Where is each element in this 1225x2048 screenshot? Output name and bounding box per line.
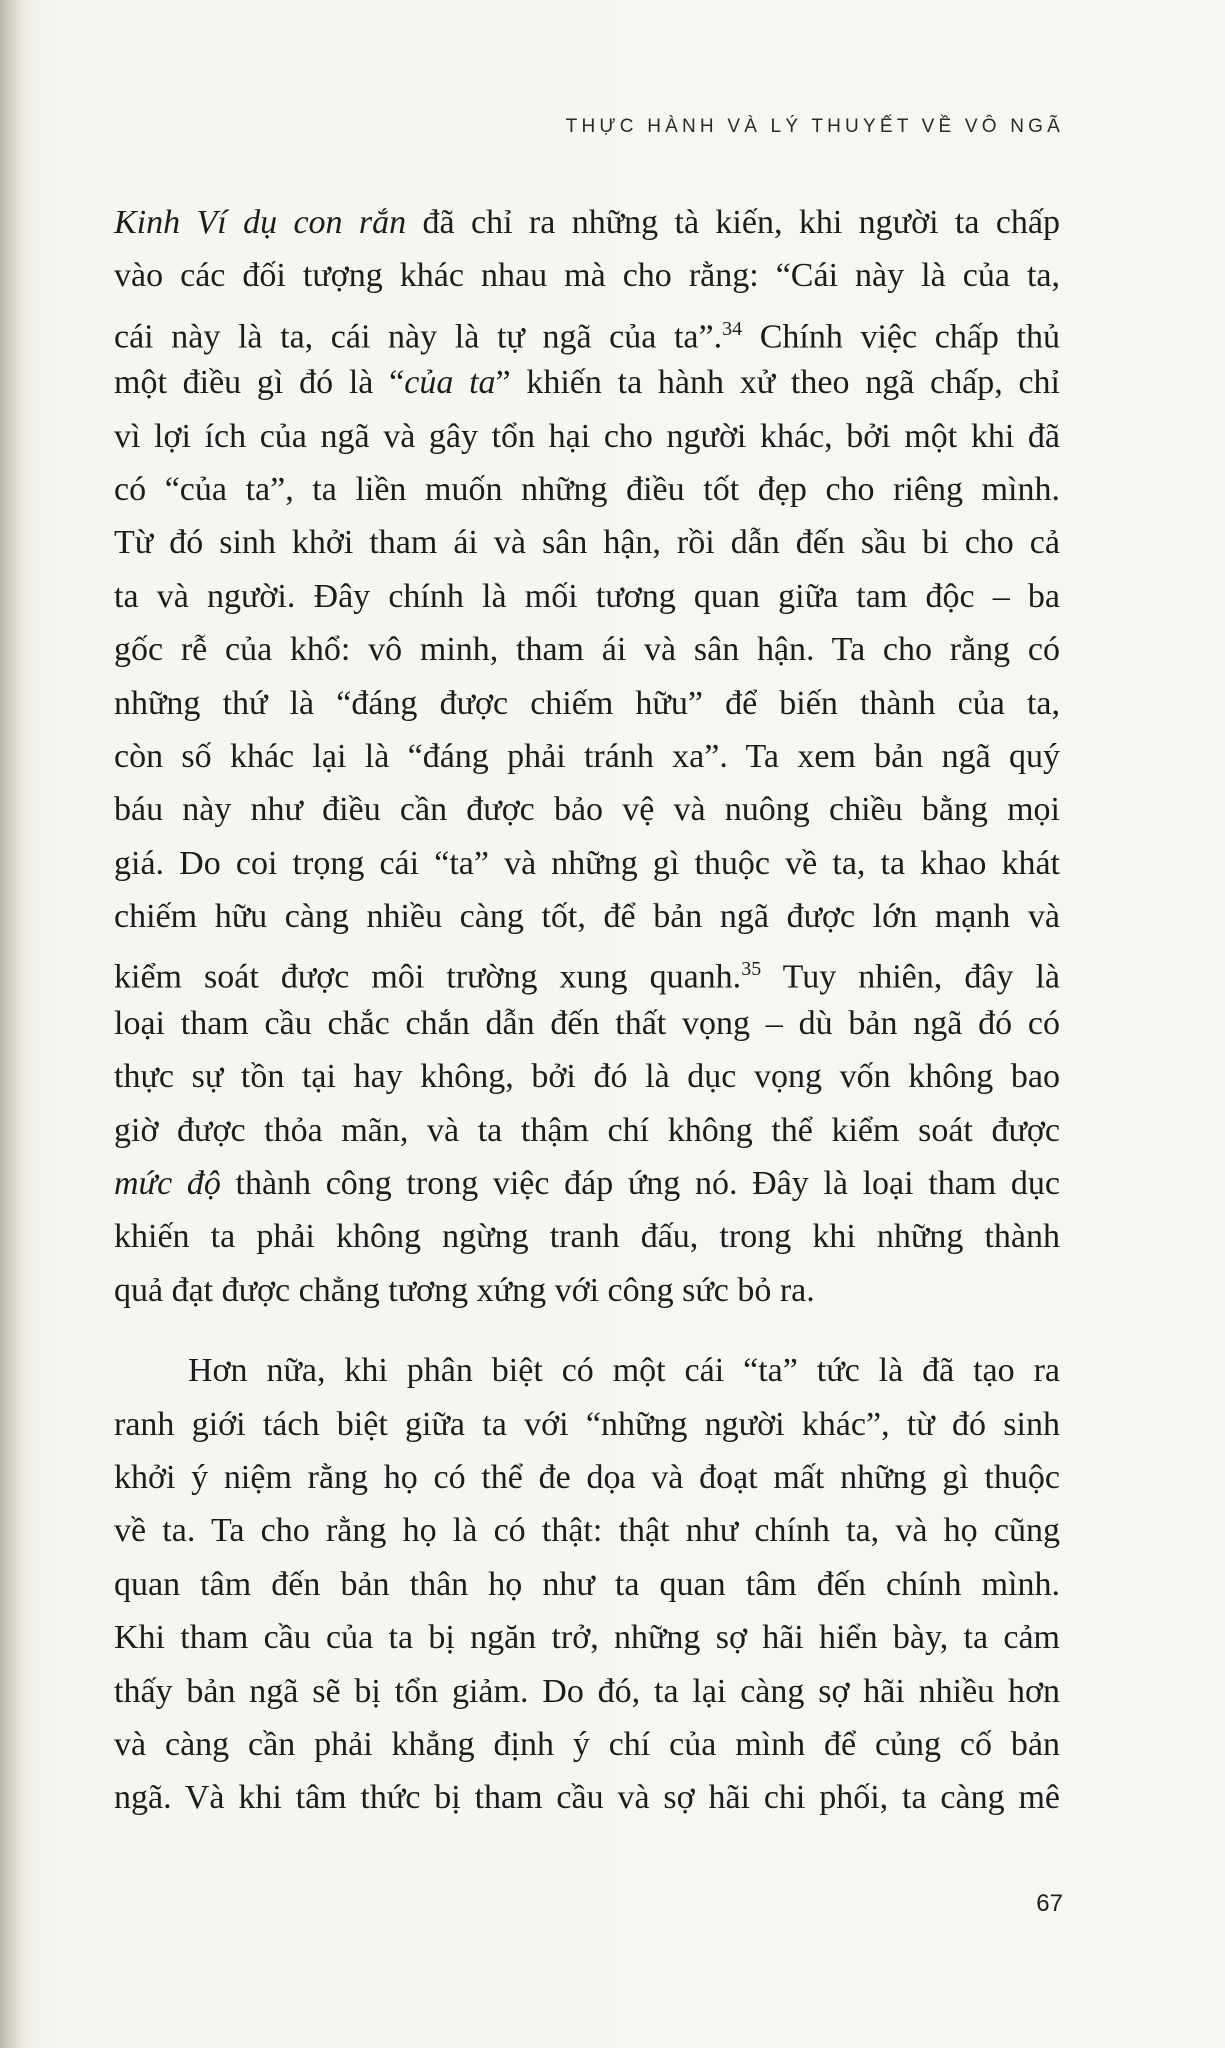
text-line: và càng cần phải khẳng định ý chí của mình để củng cố bản bbox=[114, 1725, 1060, 1763]
text-line: thực sự tồn tại hay không, bởi đó là dục vọng vốn không bao bbox=[114, 1058, 1060, 1096]
text-line: Hơn nữa, khi phân biệt có một cái “ta” tức là đã tạo ra bbox=[188, 1352, 1060, 1390]
text-line bbox=[114, 196, 1060, 249]
text-segment: một điều gì đó là “ bbox=[114, 364, 405, 402]
text-line: Từ đó sinh khởi tham ái và sân hận, rồi dẫn đến sầu bi cho cả bbox=[114, 524, 1060, 562]
paragraph-gap bbox=[114, 1317, 1060, 1344]
text-line: vì lợi ích của ngã và gây tổn hại cho người khác, bởi một khi đã bbox=[114, 417, 1060, 455]
text-line: khởi ý niệm rằng họ có thể đe dọa và đoạt mất những gì thuộc bbox=[114, 1458, 1060, 1496]
text-line: những thứ là “đáng được chiếm hữu” để biến thành của ta, bbox=[114, 684, 1060, 722]
italic-phrase: của ta bbox=[404, 364, 496, 402]
text-line: gốc rễ của khổ: vô minh, tham ái và sân hận. Ta cho rằng có bbox=[114, 631, 1060, 669]
footnote-marker: 34 bbox=[722, 317, 743, 340]
text-segment: đã chỉ ra những tà kiến, khi người ta chấp bbox=[406, 204, 1060, 241]
page-number: 67 bbox=[1036, 1890, 1063, 1917]
text-line: chiếm hữu càng nhiều càng tốt, để bản ngã được lớn mạnh và bbox=[114, 898, 1060, 936]
text-line bbox=[114, 303, 1060, 356]
text-line bbox=[114, 1157, 1060, 1210]
italic-title: Kinh Ví dụ con rắn bbox=[114, 204, 407, 241]
text-line: giờ được thỏa mãn, và ta thậm chí không thể kiểm soát được bbox=[114, 1111, 1060, 1149]
text-line: thấy bản ngã sẽ bị tổn giảm. Do đó, ta lại càng sợ hãi nhiều hơn bbox=[114, 1672, 1060, 1710]
text-line: ranh giới tách biệt giữa ta với “những người khác”, từ đó sinh bbox=[114, 1405, 1060, 1443]
text-line: Khi tham cầu của ta bị ngăn trở, những sợ hãi hiển bày, ta cảm bbox=[114, 1619, 1060, 1657]
text-line: có “của ta”, ta liền muốn những điều tốt đẹp cho riêng mình. bbox=[114, 470, 1060, 508]
text-line: ngã. Và khi tâm thức bị tham cầu và sợ hãi chi phối, ta càng mê bbox=[114, 1779, 1060, 1817]
text-line: báu này như điều cần được bảo vệ và nuông chiều bằng mọi bbox=[114, 791, 1060, 829]
text-segment: thành công trong việc đáp ứng nó. Đây là loại tham dục bbox=[220, 1165, 1060, 1203]
text-segment: Chính việc chấp thủ bbox=[742, 318, 1060, 356]
text-segment: kiểm soát được môi trường xung quanh. bbox=[114, 958, 742, 996]
footnote-marker: 35 bbox=[741, 958, 762, 981]
text-line: khiến ta phải không ngừng tranh đấu, trong khi những thành bbox=[114, 1218, 1060, 1256]
text-line: giá. Do coi trọng cái “ta” và những gì thuộc về ta, ta khao khát bbox=[114, 844, 1060, 882]
text-line: còn số khác lại là “đáng phải tránh xa”. Ta xem bản ngã quý bbox=[114, 737, 1060, 775]
text-line: ta và người. Đây chính là mối tương quan giữa tam độc – ba bbox=[114, 577, 1060, 615]
text-segment: Tuy nhiên, đây là bbox=[761, 958, 1060, 996]
text-line bbox=[114, 356, 1060, 409]
text-line: quan tâm đến bản thân họ như ta quan tâm đến chính mình. bbox=[114, 1565, 1060, 1603]
italic-phrase: mức độ bbox=[114, 1165, 221, 1203]
text-segment: cái này là ta, cái này là tự ngã của ta”. bbox=[114, 318, 723, 356]
text-line: vào các đối tượng khác nhau mà cho rằng: “Cái này là của ta, bbox=[114, 257, 1060, 295]
running-header: THỰC HÀNH VÀ LÝ THUYẾT VỀ VÔ NGÃ bbox=[565, 116, 1064, 137]
text-line: quả đạt được chẳng tương xứng với công sức bỏ ra. bbox=[114, 1271, 815, 1309]
text-line: về ta. Ta cho rằng họ là có thật: thật như chính ta, và họ cũng bbox=[114, 1512, 1060, 1550]
text-line bbox=[114, 943, 1060, 996]
text-line: loại tham cầu chắc chắn dẫn đến thất vọng – dù bản ngã đó có bbox=[114, 1004, 1060, 1042]
body-text bbox=[114, 196, 1060, 1825]
book-spine-shadow bbox=[0, 0, 26, 2048]
text-segment: ” khiến ta hành xử theo ngã chấp, chỉ bbox=[495, 364, 1060, 402]
